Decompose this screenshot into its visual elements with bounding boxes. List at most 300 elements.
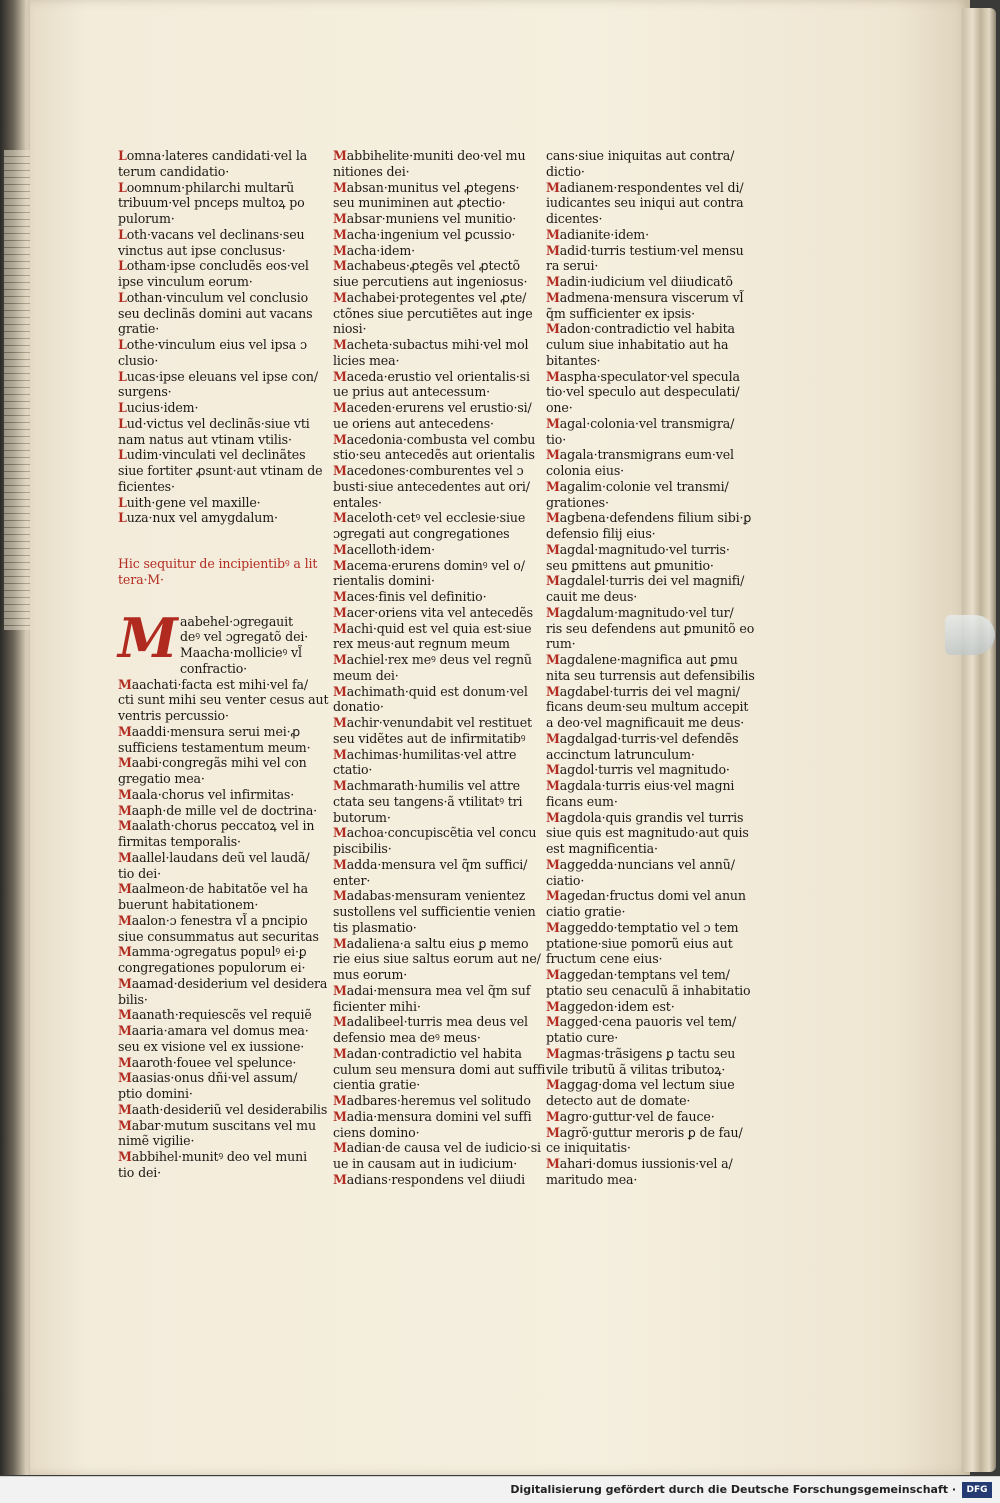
red-initial: M — [546, 289, 560, 305]
entry-line: rientalis domini· — [333, 573, 435, 589]
entry-line: firmitas temporalis· — [118, 834, 241, 849]
red-initial: M — [546, 778, 560, 793]
entry-line: congregationes populorum ei· — [118, 960, 306, 975]
entry-line: Madda·mensura vel q̃m suffici/ — [333, 856, 528, 872]
red-initial: M — [546, 730, 560, 746]
funding-notice: Digitalisierung gefördert durch die Deutsche Forschungsgemeinschaft · — [510, 1483, 956, 1496]
entry-line: Maceda·erustio vel orientalis·si — [333, 368, 530, 384]
entry-line: ctõnes siue percutiẽtes aut inge — [333, 305, 533, 321]
red-initial: M — [118, 975, 132, 991]
entry-line: Magmas·trãsigens ꝑ tactu seu — [546, 1045, 736, 1061]
entry-line: dicentes· — [546, 211, 603, 226]
entry-line: enter· — [333, 872, 371, 888]
entry-line: Madan·contradictio vel habita — [333, 1045, 522, 1061]
red-initial: M — [546, 368, 560, 384]
entry-line: Magala·transmigrans eum·vel — [546, 447, 734, 463]
red-initial: M — [546, 1108, 560, 1124]
entry-line: accinctum latrunculum· — [546, 746, 695, 762]
red-initial: M — [333, 258, 347, 274]
red-initial: M — [546, 998, 560, 1014]
red-initial: M — [333, 211, 347, 226]
entry-line: Luza·nux vel amygdalum· — [118, 510, 278, 526]
entry-text: omna·lateres candidati·vel la — [126, 148, 308, 163]
red-initial: M — [546, 1045, 560, 1061]
entry-line: siue percutiens aut ingeniosus· — [333, 274, 528, 289]
entry-line: ciatio· — [546, 872, 585, 888]
entry-line: ptio domini· — [118, 1086, 193, 1101]
entry-line: Maggedda·nuncians vel annũ/ — [546, 856, 735, 872]
red-initial: M — [333, 226, 347, 242]
entry-line: Machoa·concupiscẽtia vel concu — [333, 825, 537, 841]
entry-line: ficans eum· — [546, 793, 618, 809]
red-initial: M — [333, 935, 347, 951]
red-initial: M — [333, 179, 347, 195]
entry-line: gratie· — [118, 321, 160, 337]
entry-line: licies mea· — [333, 352, 400, 368]
entry-line: donatio· — [333, 699, 384, 715]
entry-line: Madalibeel·turris mea deus vel — [333, 1014, 528, 1030]
red-initial: L — [118, 258, 127, 274]
entry-line: Maala·chorus vel infirmitas· — [118, 786, 295, 802]
entry-line: ctatio· — [333, 762, 373, 778]
entry-line: Madin·iudicium vel diiudicatõ — [546, 274, 733, 289]
entry-line: rum· — [546, 636, 576, 652]
entry-line: culum siue inhabitatio aut ha — [546, 337, 729, 352]
red-initial: M — [118, 723, 132, 739]
entry-line: Magrõ·guttur meroris ꝑ de fau/ — [546, 1124, 743, 1140]
red-initial: M — [333, 589, 347, 604]
entry-line: Maaria·amara vel domus mea· — [118, 1023, 309, 1038]
entry-line: Magdabel·turris dei vel magni/ — [546, 683, 740, 699]
entry-line: Madmena·mensura viscerum vl̃ — [546, 289, 744, 305]
dfg-logo: DFG — [962, 1482, 992, 1498]
red-initial: M — [546, 1156, 560, 1171]
entry-line: Madaliena·a saltu eius ꝑ memo — [333, 935, 529, 951]
entry-line: terum candidatio· — [118, 163, 230, 179]
red-initial: M — [546, 274, 560, 289]
entry-line: seu declinãs domini aut vacans — [118, 305, 313, 321]
red-initial: M — [546, 652, 560, 667]
red-initial: M — [546, 604, 560, 620]
page-fore-edge — [962, 8, 996, 1472]
entry-line: ficans deum·seu multum accepit — [546, 699, 749, 715]
red-initial: M — [333, 856, 347, 872]
entry-line: maritudo mea· — [546, 1171, 638, 1187]
red-initial: M — [118, 818, 132, 834]
entry-line: detecto aut de domate· — [546, 1093, 691, 1108]
entry-line: Lothe·vinculum eius vel ipsa ɔ — [118, 337, 307, 352]
entry-line: stio·seu antecedẽs aut orientalis — [333, 447, 535, 463]
entry-line: tis plasmatio· — [333, 919, 417, 935]
red-initial: M — [333, 541, 347, 557]
entry-line: clusio· — [118, 352, 159, 368]
entry-line: Lomna·lateres candidati·vel la — [118, 148, 308, 163]
entry-line: dictio· — [546, 163, 585, 179]
entry-line: Madian·de causa vel de iudicio·si — [333, 1140, 541, 1156]
entry-line: ipse vinculum eorum· — [118, 274, 253, 289]
entry-line: seu vidẽtes aut de infirmitatibꝰ — [333, 730, 526, 746]
entry-line: Maalmeon·de habitatõe vel ha — [118, 881, 308, 897]
entry-line: Machiel·rex meꝰ deus vel regnũ — [333, 652, 532, 667]
entry-line: butorum· — [333, 809, 391, 825]
red-initial: M — [333, 683, 347, 699]
red-initial: M — [333, 1140, 347, 1156]
spacer — [118, 526, 318, 556]
red-initial: M — [118, 944, 132, 960]
red-initial: M — [118, 1070, 132, 1086]
entry-line: rex meus·aut regnum meum — [333, 636, 510, 652]
entry-line: Madianem·respondentes vel di/ — [546, 179, 744, 195]
entry-line: Magro·guttur·vel de fauce· — [546, 1108, 715, 1124]
entry-line: ciens domino· — [333, 1124, 420, 1140]
entry-line: Maath·desideriũ vel desiderabilis — [118, 1101, 328, 1117]
red-initial: M — [333, 368, 347, 384]
entry-line: Mabsan·munitus vel ꝓtegens· — [333, 179, 520, 195]
red-initial: M — [118, 1023, 132, 1038]
red-initial: M — [118, 755, 132, 771]
entry-line: colonia eius· — [546, 463, 625, 478]
entry-line: cientia gratie· — [333, 1077, 421, 1093]
red-initial: M — [333, 1108, 347, 1124]
entry-line: Maachati·facta est mihi·vel fa/ — [118, 676, 308, 692]
entry-line: cauit me deus· — [546, 589, 638, 604]
red-initial: M — [546, 683, 560, 699]
entry-line: ra serui· — [546, 258, 599, 274]
entry-line: Machabeus·ꝓtegẽs vel ꝓtectõ — [333, 258, 520, 274]
entry-line: culum seu mensura domi aut suffi — [333, 1061, 546, 1077]
entry-line: vinctus aut ipse conclusus· — [118, 242, 286, 258]
entry-line: Magdalel·turris dei vel magnifi/ — [546, 573, 745, 589]
footer-bar — [0, 1476, 1000, 1503]
entry-line: Madia·mensura domini vel suffi — [333, 1108, 532, 1124]
entry-line: Macedonia·combusta vel combu — [333, 431, 536, 447]
entry-line: Maalon·ɔ fenestra vl̃ a pncipio — [118, 912, 308, 928]
entry-line: Mabar·mutum suscitans vel mu — [118, 1117, 316, 1133]
red-initial: L — [118, 179, 127, 195]
red-initial: M — [118, 676, 132, 692]
entry-line: Lucius·idem· — [118, 400, 199, 415]
red-initial: M — [333, 1171, 347, 1187]
entry-line: Maspha·speculator·vel specula — [546, 368, 740, 384]
red-initial: M — [118, 1054, 132, 1070]
red-initial: M — [333, 1093, 347, 1108]
red-initial: M — [333, 715, 347, 730]
entry-line: a deo·vel magnificauit me deus· — [546, 715, 745, 730]
entry-line: Maanath·requiescẽs vel requiẽ — [118, 1007, 312, 1023]
entry-line: Mabsar·muniens vel munitio· — [333, 211, 517, 226]
entry-line: Maaroth·fouee vel spelunce· — [118, 1054, 297, 1070]
red-initial: M — [118, 1117, 132, 1133]
entry-line: Maces·finis vel definitio· — [333, 589, 487, 604]
entry-line: Magbena·defendens filium sibi·ꝑ — [546, 510, 752, 526]
entry-line: siue quis est magnitudo·aut quis — [546, 825, 749, 841]
entry-line: tio dei· — [118, 865, 162, 881]
red-initial: M — [546, 226, 560, 242]
entry-line: Ludim·vinculati vel declinãtes — [118, 447, 306, 463]
red-initial: M — [333, 982, 347, 998]
entry-line: Magedan·fructus domi vel anun — [546, 888, 746, 904]
entry-line: Macha·idem· — [333, 242, 415, 258]
entry-line: Madbares·heremus vel solitudo — [333, 1093, 531, 1108]
entry-line: Machir·venundabit vel restituet — [333, 715, 532, 730]
entry-line: Maggag·doma vel lectum siue — [546, 1077, 735, 1093]
red-initial: L — [118, 368, 127, 384]
entry-line: iudicantes seu iniqui aut contra — [546, 195, 744, 211]
red-initial: L — [118, 494, 127, 510]
red-initial: M — [546, 1124, 560, 1140]
entry-line: Madianite·idem· — [546, 226, 649, 242]
red-initial: M — [333, 463, 347, 478]
entry-line: Magdalum·magnitudo·vel tur/ — [546, 604, 734, 620]
red-initial: M — [546, 541, 560, 557]
entry-line: surgens· — [118, 384, 172, 400]
red-initial: M — [118, 849, 132, 865]
entry-line: Maggeddo·temptatio vel ɔ tem — [546, 919, 739, 935]
red-initial: M — [546, 573, 560, 589]
red-initial: M — [546, 1014, 560, 1030]
entry-line: seu ꝑmittens aut ꝑmunitio· — [546, 557, 714, 573]
red-initial: L — [118, 447, 127, 463]
entry-line: piscibilis· — [333, 841, 392, 856]
red-initial: M — [333, 557, 347, 573]
entry-line: Magdol·turris vel magnitudo· — [546, 762, 730, 778]
entry-line: Magdal·magnitudo·vel turris· — [546, 541, 730, 557]
entry-line: bitantes· — [546, 352, 601, 368]
entry-line: Macheta·subactus mihi·vel mol — [333, 337, 529, 352]
entry-line: sustollens vel sufficientie venien — [333, 904, 536, 919]
entry-line: confractio· — [180, 660, 248, 676]
entry-line: Maabi·congregãs mihi vel con — [118, 755, 307, 771]
entry-line: tribuum·vel pnceps multoꝝ po — [118, 195, 305, 211]
entry-line: pulorum· — [118, 211, 175, 226]
entry-line: ris seu defendens aut ꝑmunitõ eo — [546, 620, 755, 636]
entry-line: Machi·quid est vel quia est·siue — [333, 620, 532, 636]
red-initial: L — [118, 400, 127, 415]
entry-line: Maamad·desiderium vel desidera — [118, 975, 328, 991]
entry-line: Madon·contradictio vel habita — [546, 321, 735, 337]
entry-line: Magalim·colonie vel transmi/ — [546, 478, 729, 494]
entry-line: Madid·turris testium·vel mensu — [546, 242, 744, 258]
entry-line: Madians·respondens vel diiudi — [333, 1171, 525, 1187]
text-column-right — [546, 148, 755, 1188]
entry-line: Maaddi·mensura serui mei·ꝓ — [118, 723, 301, 739]
section-heading-line-2: tera·M· — [118, 571, 164, 587]
red-initial: M — [546, 242, 560, 258]
entry-line: ctata seu tangens·ã vtilitatꝰ tri — [333, 793, 523, 809]
red-initial: M — [546, 809, 560, 825]
entry-line: ce iniquitatis· — [546, 1140, 631, 1156]
entry-line: ventris percussio· — [118, 708, 229, 723]
entry-line: defensio filij eius· — [546, 526, 656, 541]
entry-line: nitiones dei· — [333, 163, 410, 179]
red-initial: M — [546, 967, 560, 982]
red-initial: M — [333, 604, 347, 620]
entry-line: Maaph·de mille vel de doctrina· — [118, 802, 318, 818]
red-initial: M — [333, 620, 347, 636]
entry-line: Macedones·comburentes vel ɔ — [333, 463, 524, 478]
red-initial: M — [546, 510, 560, 526]
red-initial: M — [118, 802, 132, 818]
red-initial: M — [333, 510, 347, 526]
entry-line: nimẽ vigilie· — [118, 1133, 195, 1149]
entry-line: Luith·gene vel maxille· — [118, 494, 261, 510]
decorated-initial: M — [118, 605, 178, 670]
entry-line: q̃m sufficienter ex ipsis· — [546, 305, 695, 321]
entry-line: grationes· — [546, 494, 609, 510]
entry-line: rie eius siue saltus eorum aut ne/ — [333, 951, 541, 967]
red-initial: L — [118, 415, 127, 431]
entry-line: tio· — [546, 431, 567, 447]
entry-line: Magdalgad·turris·vel defendẽs — [546, 730, 739, 746]
entry-line: niosi· — [333, 321, 367, 337]
entry-line: Madai·mensura mea vel q̃m suf — [333, 982, 531, 998]
entry-line: tio dei· — [118, 1164, 162, 1180]
red-initial: M — [333, 148, 347, 163]
red-initial: M — [333, 400, 347, 415]
red-initial: L — [118, 337, 127, 352]
entry-line: Maggedan·temptans vel tem/ — [546, 967, 730, 982]
entry-line: cti sunt mihi seu venter cesus aut — [118, 692, 329, 708]
red-initial: M — [333, 652, 347, 667]
entry-line: Machmarath·humilis vel attre — [333, 778, 520, 793]
red-initial: M — [118, 1149, 132, 1164]
entry-line: Maacha·mollicieꝰ vl̃ — [180, 645, 302, 660]
entry-line: ptatio seu cenaculũ ã inhabitatio — [546, 982, 751, 998]
entry-line: Maallel·laudans deũ vel laudã/ — [118, 849, 310, 865]
entry-line: Lothan·vinculum vel conclusio — [118, 289, 309, 305]
section-heading-line-1: Hic sequitur de incipientibꝰ a lit — [118, 556, 318, 571]
entry-line: Loth·vacans vel declinans·seu — [118, 226, 305, 242]
entry-line: vile tributũ ã vilitas tributoꝝ· — [546, 1061, 726, 1077]
entry-line: Machimas·humilitas·vel attre — [333, 746, 517, 762]
red-initial: M — [333, 888, 347, 904]
entry-line: Magal·colonia·vel transmigra/ — [546, 415, 735, 431]
red-initial: M — [333, 1014, 347, 1030]
entry-line: ue in causam aut in iudicium· — [333, 1156, 518, 1171]
red-initial: M — [333, 825, 347, 841]
red-initial: M — [118, 912, 132, 928]
entry-line: nam natus aut vtinam vtilis· — [118, 431, 292, 447]
red-initial: L — [118, 289, 127, 305]
entry-line: aabehel·ɔgregauit — [180, 613, 293, 629]
red-initial: M — [118, 881, 132, 897]
entry-line: Mabbihelite·muniti deo·vel mu — [333, 148, 526, 163]
entry-line: nita seu turrensis aut defensibilis — [546, 667, 755, 683]
entry-line: Lucas·ipse eleuans vel ipse con/ — [118, 368, 318, 384]
entry-line: Machimath·quid est donum·vel — [333, 683, 528, 699]
entry-line: seu muniminen aut ꝓtectio· — [333, 195, 506, 211]
entry-line: est magnificentia· — [546, 841, 658, 856]
entry-line: bilis· — [118, 991, 148, 1007]
entry-line: one· — [546, 400, 573, 415]
entry-line: Maceden·erurens vel erustio·si/ — [333, 400, 532, 415]
entry-line: Magdala·turris eius·vel magni — [546, 778, 735, 793]
red-initial: M — [333, 337, 347, 352]
entry-line: deꝰ vel ɔgregatõ dei· — [180, 629, 309, 645]
entry-line: seu ex visione vel ex iussione· — [118, 1038, 305, 1054]
entry-line: entales· — [333, 494, 382, 510]
entry-line: ficientes· — [118, 478, 175, 494]
red-initial: M — [546, 179, 560, 195]
page-clip — [945, 615, 995, 655]
entry-line: ue oriens aut antecedens· — [333, 415, 494, 431]
entry-line: ptatio cure· — [546, 1030, 619, 1045]
entry-line: ptatione·siue pomorũ eius aut — [546, 935, 733, 951]
red-initial: M — [118, 1101, 132, 1117]
entry-line: Lud·victus vel declinãs·siue vti — [118, 415, 310, 431]
red-initial: M — [546, 762, 560, 778]
red-initial: M — [118, 1007, 132, 1023]
entry-line: Madabas·mensuram venientez — [333, 888, 526, 904]
entry-line: defensio mea deꝰ meus· — [333, 1030, 481, 1045]
red-initial: M — [546, 415, 560, 431]
text-column-left — [118, 148, 329, 1181]
entry-line: busti·siue antecedentes aut ori/ — [333, 478, 530, 494]
initial-block — [118, 605, 318, 677]
entry-line: ciatio gratie· — [546, 904, 626, 919]
entry-line: Lotham·ipse concludẽs eos·vel — [118, 258, 309, 274]
entry-line: Magdola·quis grandis vel turris — [546, 809, 744, 825]
text-column-middle — [333, 148, 546, 1188]
red-initial: M — [546, 1077, 560, 1093]
entry-line: Mabbihel·munitꝰ deo vel muni — [118, 1149, 307, 1164]
red-initial: M — [118, 786, 132, 802]
entry-line: Maalath·chorus peccatoꝝ vel in — [118, 818, 315, 834]
red-initial: M — [333, 1045, 347, 1061]
red-initial: M — [333, 242, 347, 258]
red-initial: M — [333, 431, 347, 447]
entry-line: Mahari·domus iussionis·vel a/ — [546, 1156, 733, 1171]
entry-line: Maasias·onus dñi·vel assum/ — [118, 1070, 298, 1086]
entry-line: Machabei·protegentes vel ꝓte/ — [333, 289, 527, 305]
entry-line: siue consummatus aut securitas — [118, 928, 319, 944]
red-initial: L — [118, 510, 127, 526]
entry-line: Macelloth·idem· — [333, 541, 436, 557]
entry-line: Magdalene·magnifica aut ꝑmu — [546, 652, 738, 667]
red-initial: M — [546, 478, 560, 494]
entry-line: Maggedon·idem est· — [546, 998, 675, 1014]
red-initial: M — [333, 289, 347, 305]
red-initial: M — [333, 778, 347, 793]
entry-line: mus eorum· — [333, 967, 408, 982]
entry-line: cans·siue iniquitas aut contra/ — [546, 148, 735, 163]
red-initial: M — [546, 856, 560, 872]
red-initial: M — [546, 321, 560, 337]
red-initial: L — [118, 226, 127, 242]
entry-line: ue prius aut antecessum· — [333, 384, 490, 400]
entry-line: ɔgregati aut congregationes — [333, 526, 510, 541]
entry-line: siue fortiter ꝓsunt·aut vtinam de — [118, 463, 323, 478]
entry-line: fructum cene eius· — [546, 951, 663, 967]
entry-line: Magged·cena pauoris vel tem/ — [546, 1014, 737, 1030]
red-initial: M — [546, 888, 560, 904]
red-initial: M — [333, 746, 347, 762]
red-initial: M — [546, 919, 560, 935]
entry-line: gregatio mea· — [118, 771, 205, 786]
entry-line: ficienter mihi· — [333, 998, 421, 1014]
entry-line: buerunt habitationem· — [118, 897, 259, 912]
entry-line: Macha·ingenium vel ꝑcussio· — [333, 226, 516, 242]
entry-line: meum dei· — [333, 667, 399, 683]
entry-line: Mamma·ɔgregatus populꝰ ei·ꝑ — [118, 944, 307, 960]
entry-line: sufficiens testamentum meum· — [118, 739, 311, 755]
entry-line: tio·vel speculo aut despeculati/ — [546, 384, 740, 400]
entry-line: Macema·erurens dominꝰ vel o/ — [333, 557, 525, 573]
entry-line: Macer·oriens vita vel antecedẽs — [333, 604, 533, 620]
entry-line: Maceloth·cetꝰ vel ecclesie·siue — [333, 510, 526, 526]
red-initial: M — [546, 447, 560, 463]
entry-line: Loomnum·philarchi multarũ — [118, 179, 295, 195]
